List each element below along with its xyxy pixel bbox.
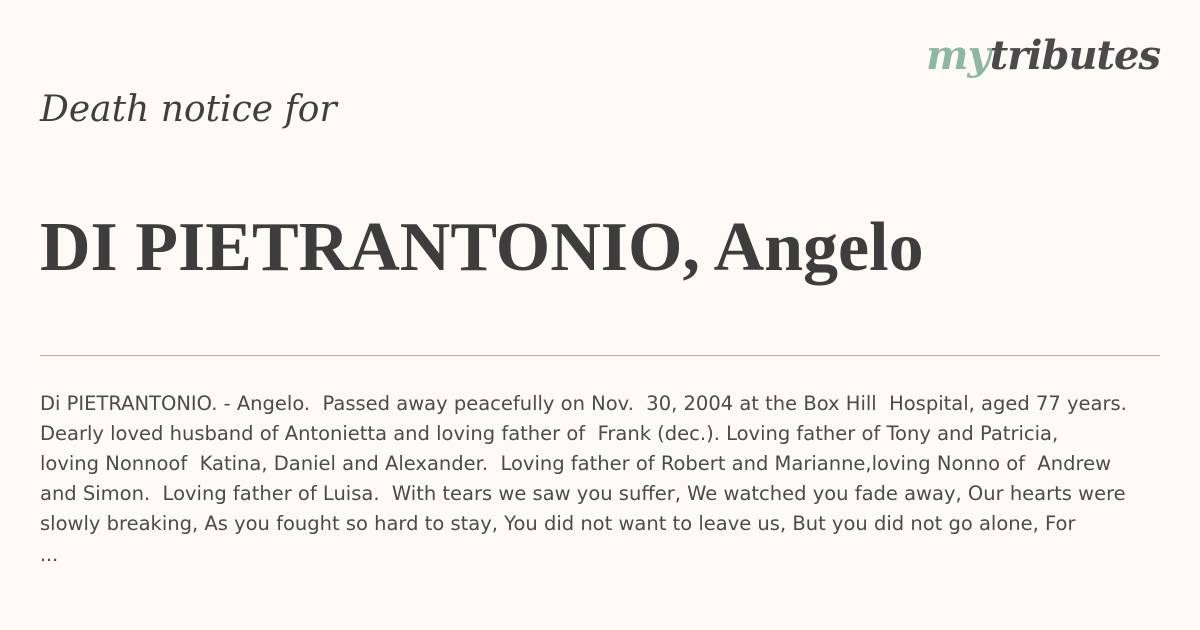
truncation-ellipsis: ...	[40, 544, 59, 566]
logo-tributes-text: tributes	[989, 32, 1160, 79]
mytributes-logo[interactable]	[926, 32, 1160, 79]
divider	[40, 355, 1160, 356]
deceased-name: DI PIETRANTONIO, Angelo	[40, 209, 924, 286]
death-notice-label: Death notice for	[40, 89, 337, 130]
logo-my-text: my	[926, 32, 990, 79]
notice-text: Di PIETRANTONIO. - Angelo. Passed away peacefully on Nov. 30, 2004 at the Box Hill Hospital, aged 77 years. Dearly loved husband of Antonietta and loving father of Frank (dec.). Loving father of Tony and Patricia, loving Nonnoof Katina, Daniel and Alexander. Loving father of Robert and Marianne,loving Nonno of Andrew and Simon. Loving father of Luisa. With tears we saw you suffer, We watched you fade away, Our hearts were slowly breaking, As you fought so hard to stay, You did not want to leave us, But you did not go alone, For	[40, 392, 1127, 535]
